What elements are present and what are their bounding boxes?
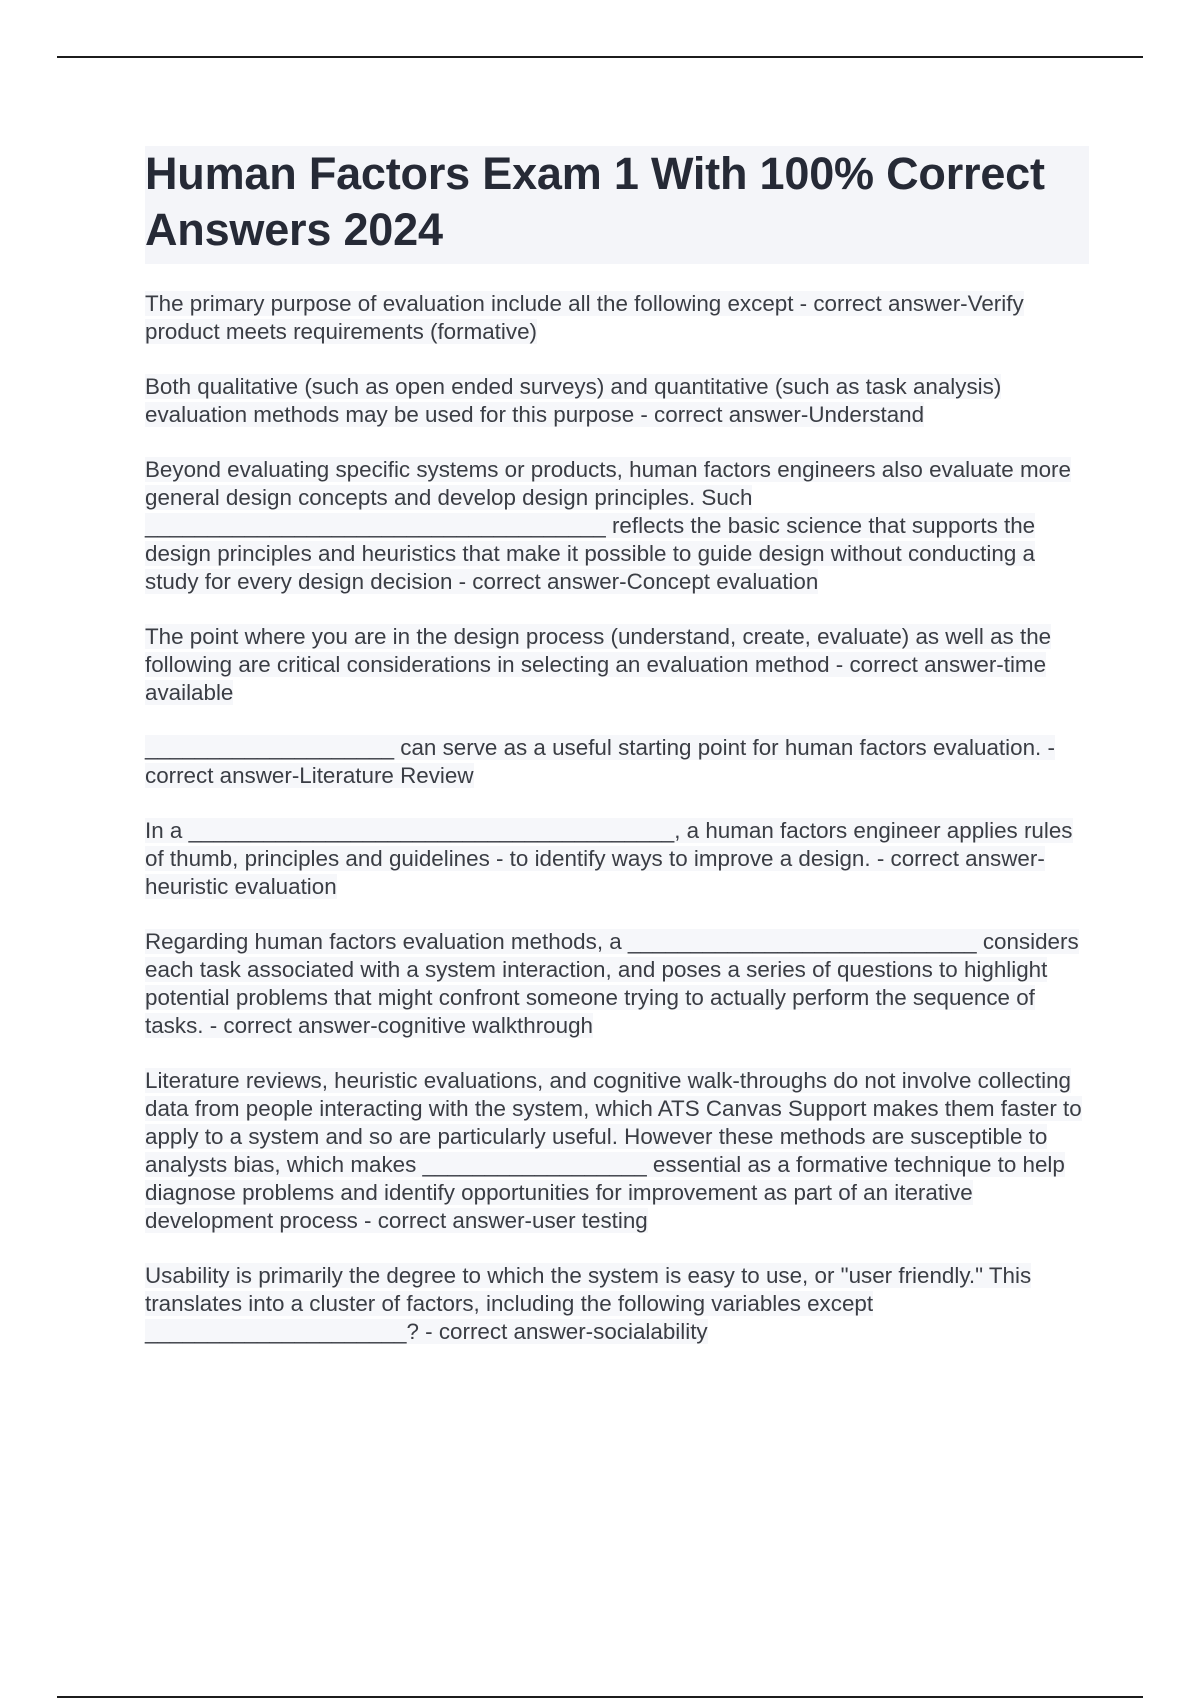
qa-text: Usability is primarily the degree to which the system is easy to use, or "user friendly." This translates into a cluster of factors, including the following variables except _____________________? - correct answer-socialability [145, 1263, 1032, 1344]
qa-text: Literature reviews, heuristic evaluations, and cognitive walk-throughs do not involve collecting data from people interacting with the system, which ATS Canvas Support makes them faster to apply to a system and so are particularly useful. However these methods are susceptible to analysts bias, which makes __________________ essential as a formative technique to help diagnose problems and identify opportunities for improvement as part of an iterative development process - correct answer-user testing [145, 1068, 1082, 1233]
title-block [145, 146, 1089, 264]
qa-text: The point where you are in the design process (understand, create, evaluate) as well as the following are critical considerations in selecting an evaluation method - correct answer-time available [145, 624, 1052, 705]
qa-item [145, 373, 1089, 429]
qa-text: The primary purpose of evaluation include all the following except - correct answer-Verify product meets requirements (formative) [145, 291, 1024, 344]
qa-item [145, 1262, 1089, 1346]
footer-rule [57, 1696, 1143, 1698]
qa-item [145, 928, 1089, 1040]
qa-text: Regarding human factors evaluation methods, a ____________________________ considers each task associated with a system interaction, and poses a series of questions to highlight potential problems that might confront someone trying to actually perform the sequence of tasks. - correct answer-cognitive walkthrough [145, 929, 1079, 1038]
header-rule [57, 56, 1143, 58]
qa-item [145, 623, 1089, 707]
qa-item [145, 290, 1089, 346]
qa-list [145, 290, 1089, 1346]
document-body [145, 146, 1089, 1373]
qa-item [145, 817, 1089, 901]
qa-item [145, 456, 1089, 596]
qa-text: Beyond evaluating specific systems or products, human factors engineers also evaluate more general design concepts and develop design principles. Such _____________________________________ reflects the basic science that supports the design principles and heuristics that make it possible to guide design without conducting a study for every design decision - correct answer-Concept evaluation [145, 457, 1071, 594]
qa-item [145, 734, 1089, 790]
qa-text: ____________________ can serve as a useful starting point for human factors evaluation. - correct answer-Literature Review [145, 735, 1055, 788]
qa-text: Both qualitative (such as open ended surveys) and quantitative (such as task analysis) evaluation methods may be used for this purpose - correct answer-Understand [145, 374, 1002, 427]
document-title: Human Factors Exam 1 With 100% Correct Answers 2024 [145, 148, 1045, 255]
qa-item [145, 1067, 1089, 1235]
qa-text: In a _______________________________________, a human factors engineer applies rules of thumb, principles and guidelines - to identify ways to improve a design. - correct answer-heuristic evaluation [145, 818, 1073, 899]
